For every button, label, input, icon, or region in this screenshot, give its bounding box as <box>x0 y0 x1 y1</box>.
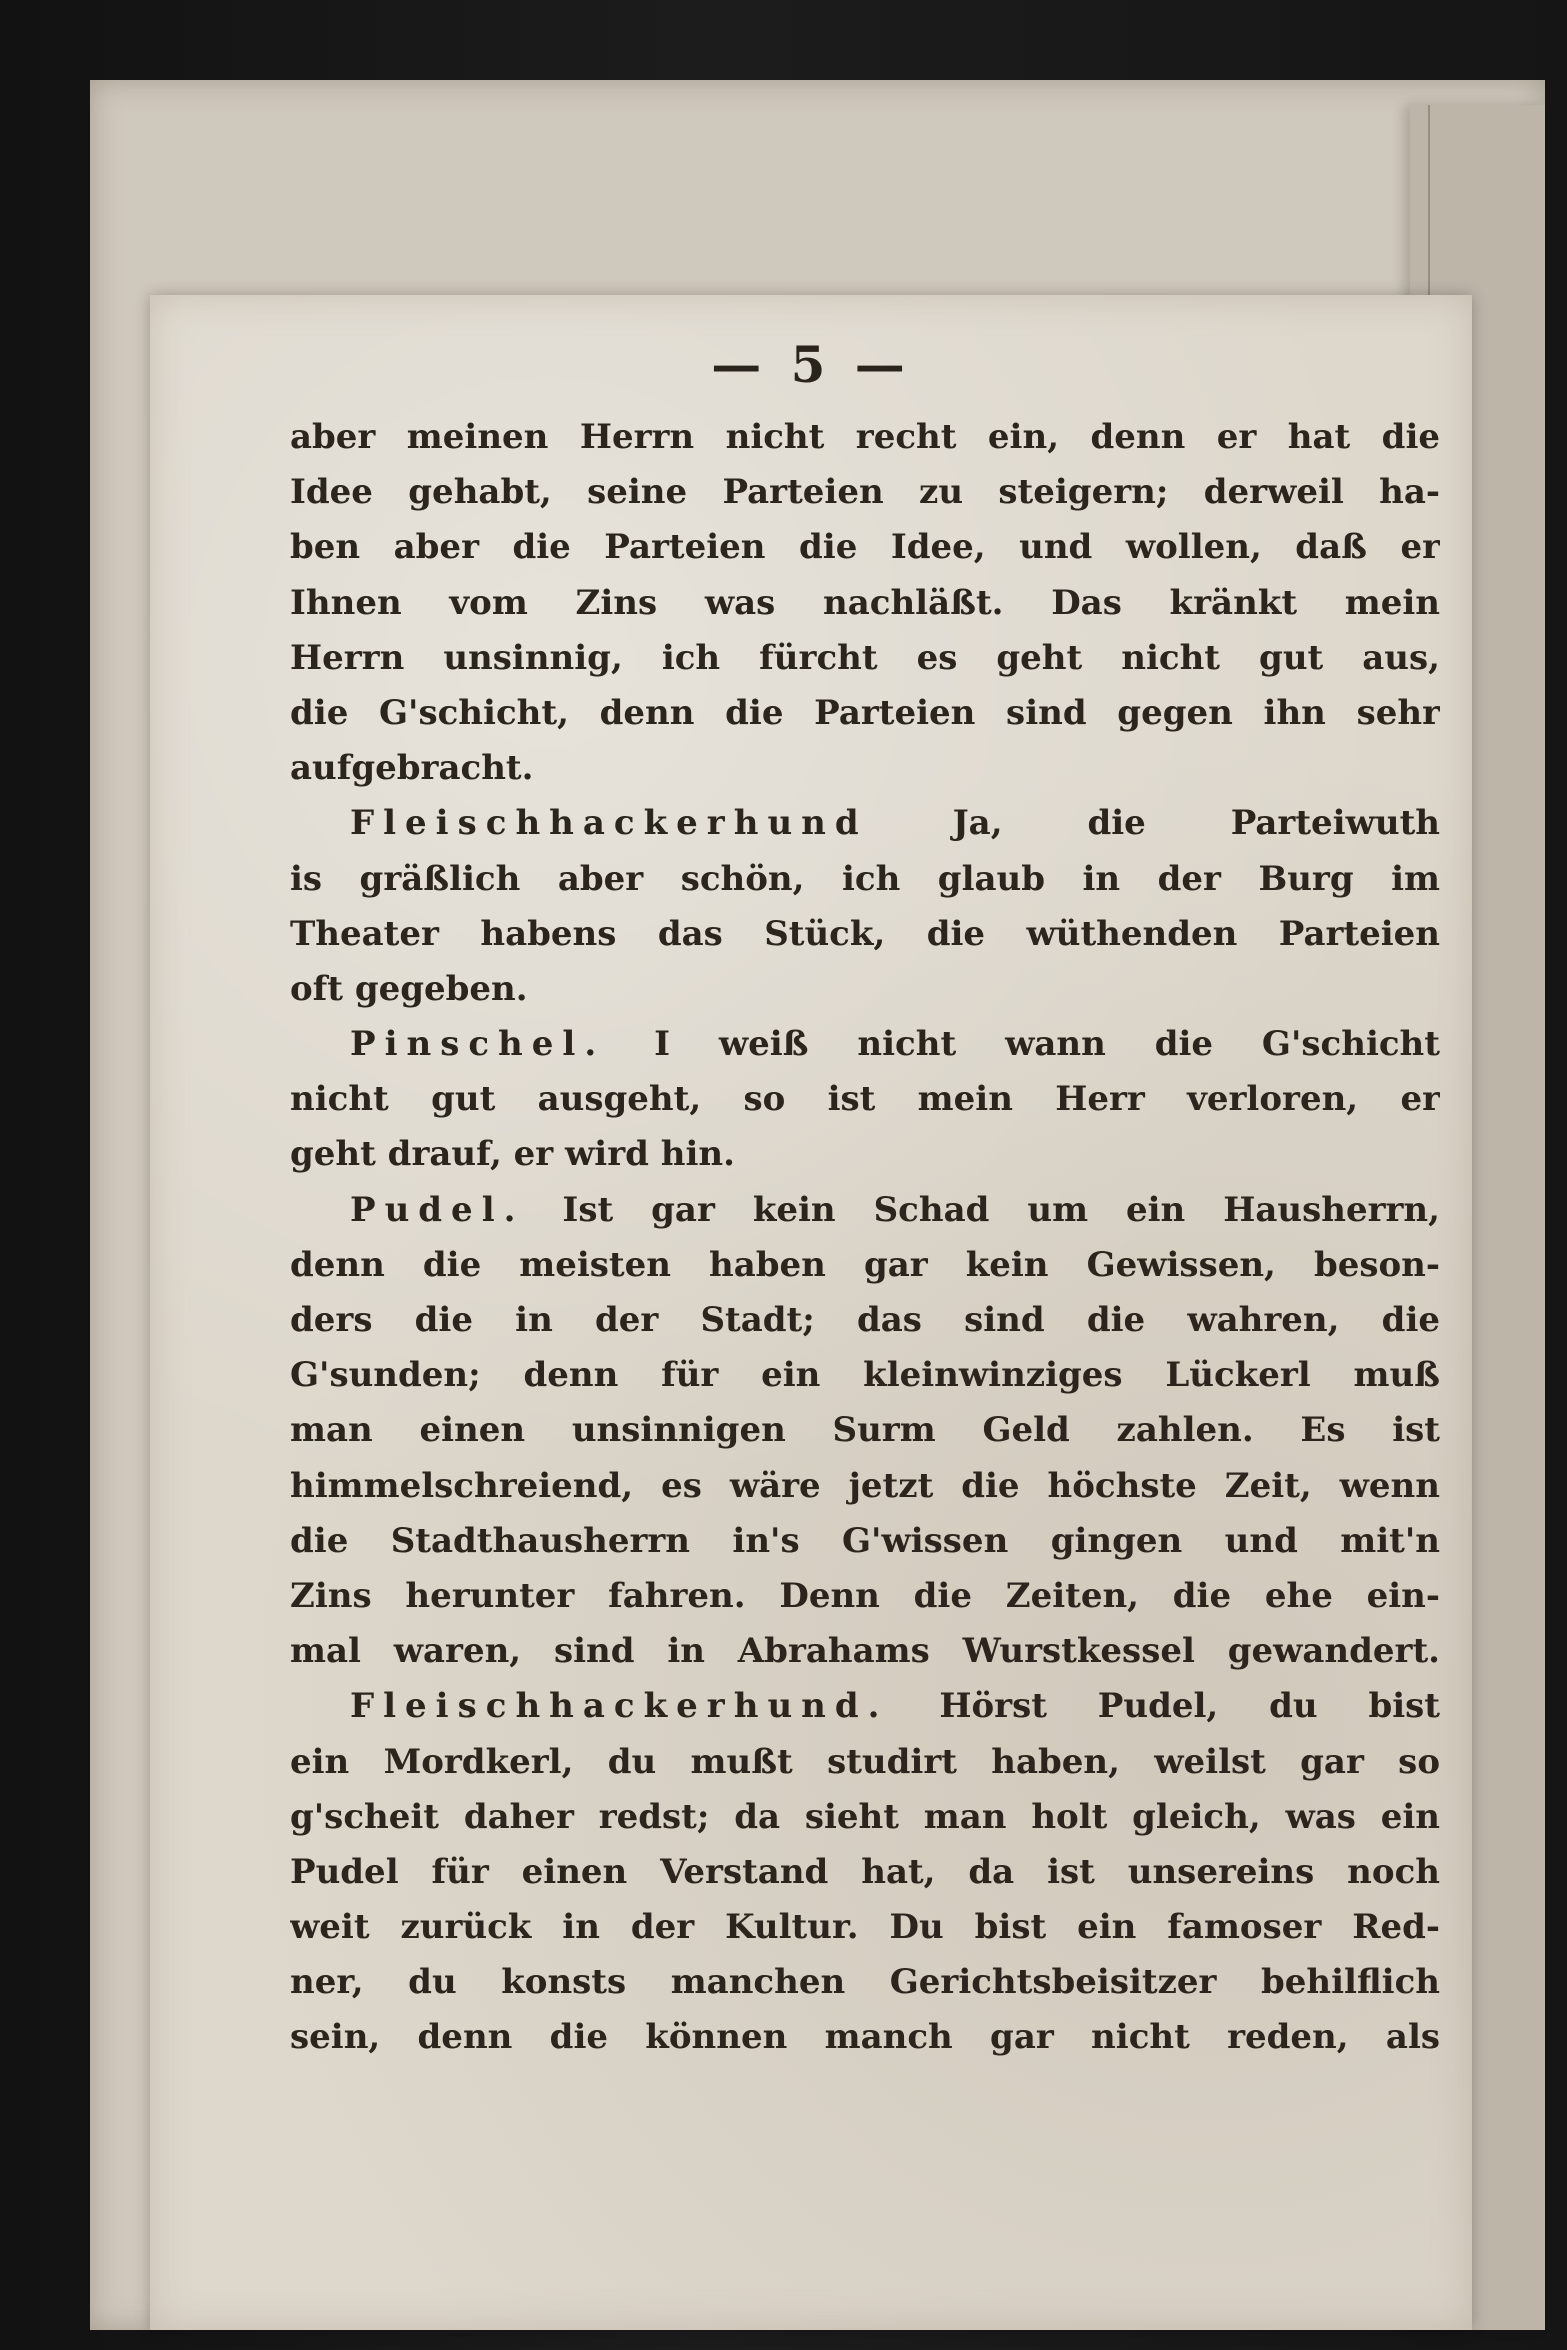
line-text: sein, denn die können manch gar nicht reden, als <box>290 2017 1440 2058</box>
line-text: Pudel für einen Verstand hat, da ist unsereins noch <box>290 1851 1440 1892</box>
text-line <box>290 1072 1440 1127</box>
page-text <box>290 410 1440 2066</box>
text-line <box>290 1790 1440 1845</box>
text-line <box>290 1900 1440 1955</box>
line-text: man einen unsinnigen Surm Geld zahlen. Es ist <box>290 1410 1440 1451</box>
text-line <box>290 1293 1440 1348</box>
line-text: oft gegeben. <box>290 968 528 1009</box>
text-line <box>290 1624 1440 1679</box>
line-text: Ihnen vom Zins was nachläßt. Das kränkt mein <box>290 582 1440 623</box>
line-text: Hörst Pudel, du bist <box>939 1686 1440 1727</box>
line-text: ben aber die Parteien die Idee, und wollen, daß er <box>290 527 1440 568</box>
line-text: denn die meisten haben gar kein Gewissen, beson- <box>290 1244 1440 1285</box>
line-text: Idee gehabt, seine Parteien zu steigern; derweil ha- <box>290 472 1440 513</box>
line-text: Zins herunter fahren. Denn die Zeiten, die ehe ein- <box>290 1575 1440 1616</box>
text-line <box>290 520 1440 575</box>
line-text: ner, du konsts manchen Gerichtsbeisitzer behilflich <box>290 1962 1440 2003</box>
line-text: mal waren, sind in Abrahams Wurstkessel gewandert. <box>290 1631 1440 1672</box>
speaker-name: Pinschel. <box>350 1024 606 1065</box>
text-line <box>290 410 1440 465</box>
line-text: weit zurück in der Kultur. Du bist ein famoser Red- <box>290 1907 1440 1948</box>
text-line <box>290 1403 1440 1458</box>
line-text: is gräßlich aber schön, ich glaub in der Burg im <box>290 858 1440 899</box>
text-line <box>290 465 1440 520</box>
dialogue-line <box>290 1679 1440 1734</box>
line-text: Ja, die Parteiwuth <box>952 803 1440 844</box>
speaker-name: Fleischhackerhund <box>350 803 868 844</box>
dialogue-line <box>290 796 1440 851</box>
text-line <box>290 1735 1440 1790</box>
dialogue-line <box>290 1017 1440 1072</box>
text-line <box>290 1459 1440 1514</box>
line-text: Herrn unsinnig, ich fürcht es geht nicht gut aus, <box>290 637 1440 678</box>
text-line <box>290 631 1440 686</box>
line-text: geht drauf, er wird hin. <box>290 1134 735 1175</box>
text-line <box>290 2010 1440 2065</box>
line-text: Ist gar kein Schad um ein Hausherrn, <box>562 1189 1440 1230</box>
text-line <box>290 962 1440 1017</box>
line-text: ein Mordkerl, du mußt studirt haben, weilst gar so <box>290 1741 1440 1782</box>
line-text: ders die in der Stadt; das sind die wahren, die <box>290 1300 1440 1340</box>
speaker-name: Fleischhackerhund. <box>350 1686 889 1727</box>
text-line <box>290 686 1440 741</box>
line-text: die G'schicht, denn die Parteien sind gegen ihn sehr <box>290 692 1440 733</box>
line-text: himmelschreiend, es wäre jetzt die höchste Zeit, wenn <box>290 1465 1440 1506</box>
line-text: I weiß nicht wann die G'schicht <box>654 1024 1440 1065</box>
line-text: G'sunden; denn für ein kleinwinziges Lückerl muß <box>290 1355 1440 1396</box>
text-line <box>290 852 1440 907</box>
text-line <box>290 1238 1440 1293</box>
text-line <box>290 1348 1440 1403</box>
text-line <box>290 1569 1440 1624</box>
line-text: g'scheit daher redst; da sieht man holt gleich, was ein <box>290 1796 1440 1837</box>
line-text: Theater habens das Stück, die wüthenden Parteien <box>290 913 1440 954</box>
text-line <box>290 1514 1440 1569</box>
line-text: aber meinen Herrn nicht recht ein, denn er hat die <box>290 417 1440 457</box>
line-text: nicht gut ausgeht, so ist mein Herr verloren, er <box>290 1079 1440 1120</box>
text-line <box>290 907 1440 962</box>
page-number: — 5 — <box>711 335 911 394</box>
text-line <box>290 576 1440 631</box>
line-text: die Stadthausherrn in's G'wissen gingen und mit'n <box>290 1520 1440 1561</box>
speaker-name: Pudel. <box>350 1189 525 1230</box>
text-line <box>290 1845 1440 1900</box>
text-line <box>290 741 1440 796</box>
text-line <box>290 1127 1440 1182</box>
dialogue-line <box>290 1183 1440 1238</box>
text-line <box>290 1955 1440 2010</box>
line-text: aufgebracht. <box>290 748 534 789</box>
